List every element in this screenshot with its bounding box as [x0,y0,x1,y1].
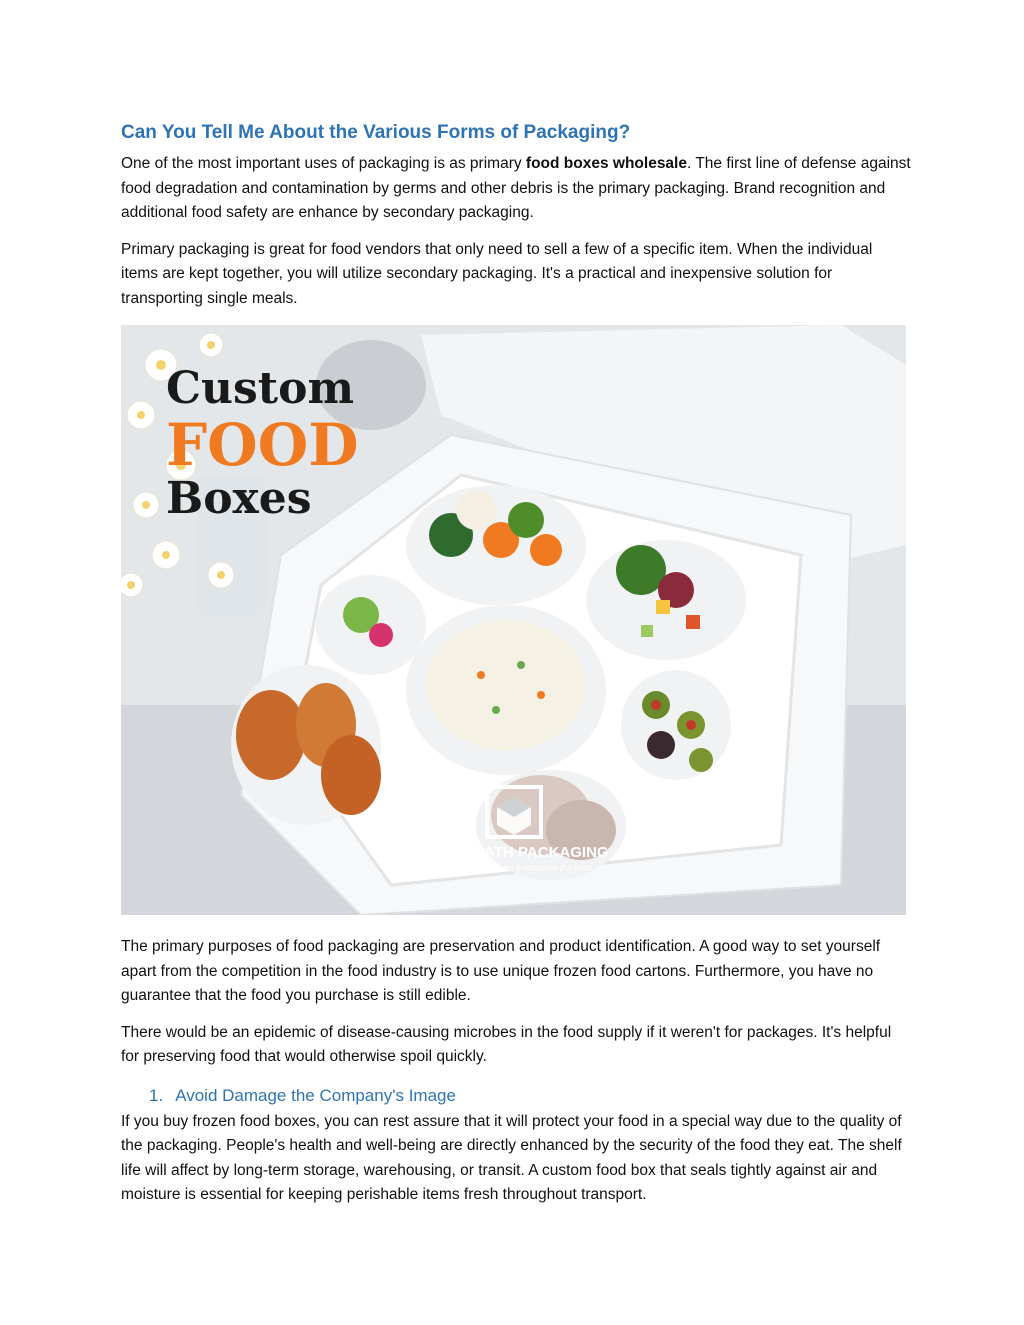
keyword-food-boxes-wholesale: food boxes wholesale [525,155,687,172]
image-headline-food: FOOD [166,411,359,479]
list-heading-text: Avoid Damage the Company's Image [175,1085,456,1105]
paragraph-1-end: . The first line of defense against food degradation and contamination by germs and other debris is the primary packaging. Brand recognition and additional food safety are enhance by secondary packaging. [121,155,911,221]
numbered-subheading-1 [149,1084,911,1108]
image-headline-boxes: Boxes [166,473,312,524]
paragraph-5: If you buy frozen food boxes, you can rest assure that it will protect your food in a special way due to the quality of the packaging. People's health and well-being are directly enhanced by the security of the food they eat. The shelf life will affect by long-term storage, warehousing, or transit. A custom food box that seals tightly against air and moisture is essential for keeping perishable items fresh throughout transport. [121,1112,902,1203]
paragraph-1 [121,152,911,226]
section-heading: Can You Tell Me About the Various Forms of Packaging? [121,122,631,143]
paragraph-1-start: One of the most important uses of packaging is as primary [121,155,526,172]
document-page [121,120,911,1220]
list-number: 1. [149,1085,164,1105]
custom-food-boxes-image [121,325,906,915]
paragraph-2: Primary packaging is great for food vendors that only need to sell a few of a specific item. When the individual items are kept together, you will utilize secondary packaging. It's a practical and inexpensive solution for transporting single meals. [121,240,873,307]
image-headline-custom: Custom [166,363,355,414]
logo-brand-name: CLEAR PATH PACKAGING [419,844,609,861]
paragraph-4: There would be an epidemic of disease-causing microbes in the food supply if it weren't for packages. It's helpful for preserving food that would otherwise spoil quickly. [121,1023,892,1065]
paragraph-3: The primary purposes of food packaging are preservation and product identification. A good way to set yourself apart from the competition in the food industry is to use unique frozen food cartons. Furthermore, you have no guarantee that the food you purchase is still edible. [121,938,881,1004]
logo-tagline: We box the best so it unboxes the best [436,863,592,873]
